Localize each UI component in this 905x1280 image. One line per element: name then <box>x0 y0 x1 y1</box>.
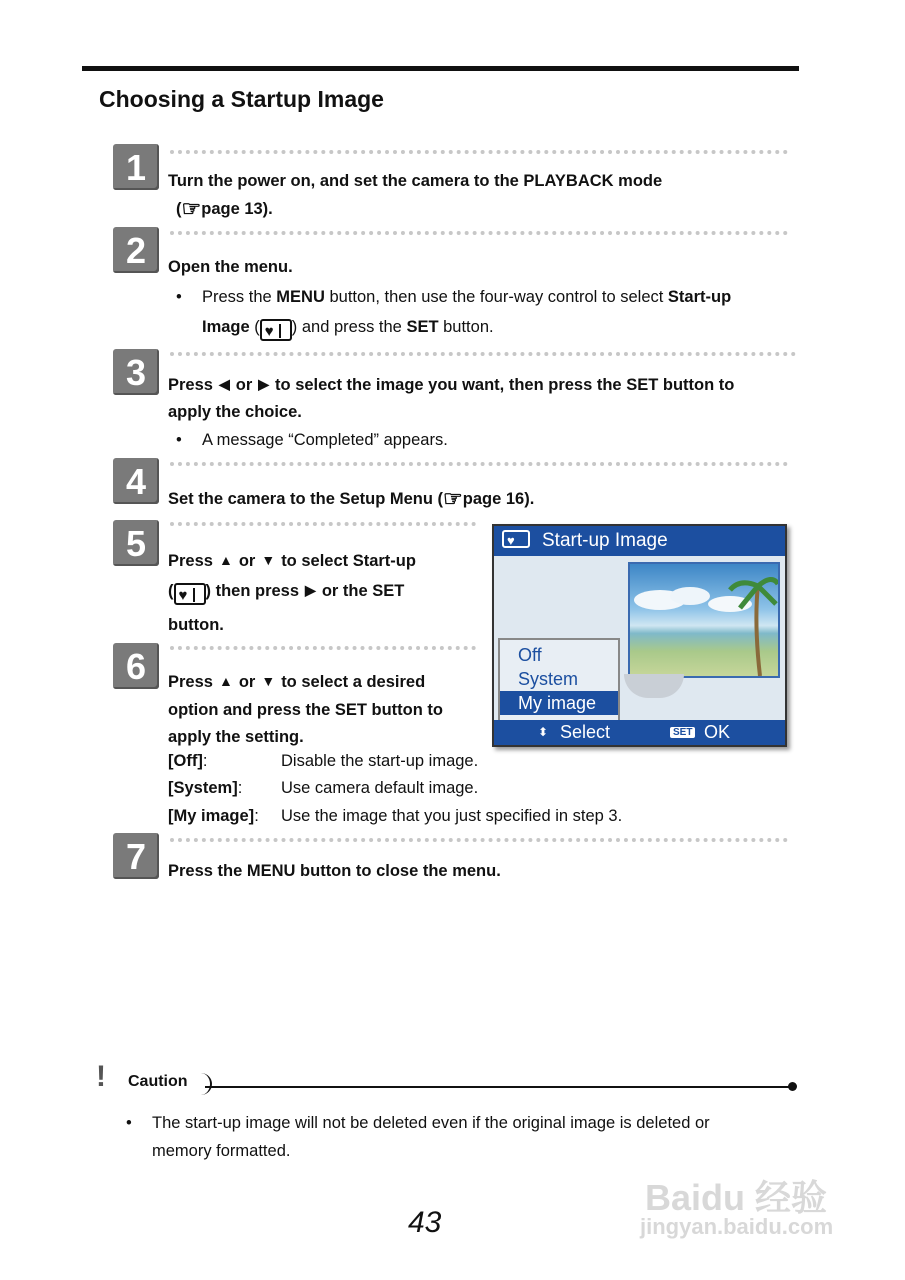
option-myimage-label: [My image]: <box>168 807 259 825</box>
option-myimage-desc: Use the image that you just specified in step 3. <box>281 807 623 825</box>
step-3-bullet: A message “Completed” appears. <box>202 431 448 449</box>
up-arrow-icon: ▲ <box>218 552 233 568</box>
up-arrow-icon: ▲ <box>218 673 233 689</box>
step-5-text-3: button. <box>168 616 224 634</box>
option-off-label: [Off]: <box>168 752 208 770</box>
camera-screen-header <box>494 526 785 556</box>
up-down-icon: ⬍ <box>538 725 549 739</box>
step-5-number: 5 <box>113 520 159 566</box>
footer-ok-label: OK <box>704 722 731 742</box>
step-4-number: 4 <box>113 458 159 504</box>
bullet-dot: • <box>176 288 182 306</box>
step-1-number: 1 <box>113 144 159 190</box>
beach-picture <box>630 564 778 676</box>
right-arrow-icon: ▶ <box>305 582 316 598</box>
step-3-text-2: apply the choice. <box>168 403 302 421</box>
step-6-text-3: apply the setting. <box>168 728 304 746</box>
caution-rule-end <box>788 1082 797 1091</box>
step-2-number: 2 <box>113 227 159 273</box>
page-title: Choosing a Startup Image <box>99 86 384 112</box>
menu-item-off[interactable]: Off <box>518 645 542 665</box>
step-7-number: 7 <box>113 833 159 879</box>
bullet-dot: • <box>176 431 182 449</box>
menu-item-my-image[interactable]: My image <box>500 691 618 715</box>
divider <box>170 522 476 526</box>
right-arrow-icon: ▶ <box>258 376 270 392</box>
step-5-text-2: ( ♥ ) then press ▶ or the SET <box>168 582 405 604</box>
caution-text-2: memory formatted. <box>152 1142 291 1160</box>
divider <box>170 838 788 842</box>
page-number: 43 <box>408 1206 442 1239</box>
bullet-dot: • <box>126 1114 132 1132</box>
step-6-number: 6 <box>113 643 159 689</box>
camera-screen <box>492 524 787 747</box>
top-rule <box>82 66 799 71</box>
option-system-label: [System]: <box>168 779 243 797</box>
divider <box>170 352 796 356</box>
down-arrow-icon: ▼ <box>261 552 276 568</box>
set-key-icon: SET <box>670 727 695 738</box>
menu-item-system[interactable]: System <box>518 669 579 689</box>
step-5-text: Press ▲ or ▼ to select Start-up <box>168 552 416 570</box>
left-arrow-icon: ◀ <box>218 376 230 392</box>
hand-pointer-icon: ☞ <box>181 196 202 221</box>
startup-image-icon: ♥ <box>174 583 206 605</box>
watermark-logo: Baidu 经验 <box>645 1177 828 1218</box>
caution-icon: ! <box>96 1060 106 1093</box>
startup-image-icon: ♥ <box>502 530 530 548</box>
step-2-instruction-2: Image ( ♥ ) and press the SET button. <box>202 318 494 340</box>
caution-rule <box>205 1086 792 1088</box>
step-1-ref: (☞page 13). <box>176 196 273 221</box>
step-4-text: Set the camera to the Setup Menu (☞page 16). <box>168 486 535 511</box>
caution-bracket <box>196 1073 212 1095</box>
step-6-text-2: option and press the SET button to <box>168 701 443 719</box>
step-2-instruction: Press the MENU button, then use the four-way control to select Start-up <box>202 288 732 306</box>
caution-label: Caution <box>128 1073 188 1090</box>
step-1-text: Turn the power on, and set the camera to the PLAYBACK mode <box>168 172 663 190</box>
watermark-url: jingyan.baidu.com <box>640 1214 834 1239</box>
option-off-desc: Disable the start-up image. <box>281 752 479 770</box>
step-3-number: 3 <box>113 349 159 395</box>
divider <box>170 646 476 650</box>
down-arrow-icon: ▼ <box>261 673 276 689</box>
hand-pointer-icon: ☞ <box>443 486 463 511</box>
divider <box>170 150 788 154</box>
divider <box>170 462 788 466</box>
footer-select-label: Select <box>560 722 611 742</box>
gear-decoration <box>624 674 684 698</box>
camera-screen-title: Start-up Image <box>542 530 668 551</box>
option-system-desc: Use camera default image. <box>281 779 479 797</box>
step-6-text: Press ▲ or ▼ to select a desired <box>168 673 426 691</box>
camera-screen-footer <box>494 720 785 745</box>
step-3-text: Press ◀ or ▶ to select the image you want, then press the SET button to <box>168 376 735 394</box>
caution-text: The start-up image will not be deleted even if the original image is deleted or <box>152 1114 710 1132</box>
step-7-text: Press the MENU button to close the menu. <box>168 862 501 880</box>
divider <box>170 231 788 235</box>
preview-image <box>628 562 780 678</box>
startup-options-menu <box>498 638 620 722</box>
startup-image-icon: ♥ <box>260 319 292 341</box>
step-2-heading: Open the menu. <box>168 258 293 276</box>
